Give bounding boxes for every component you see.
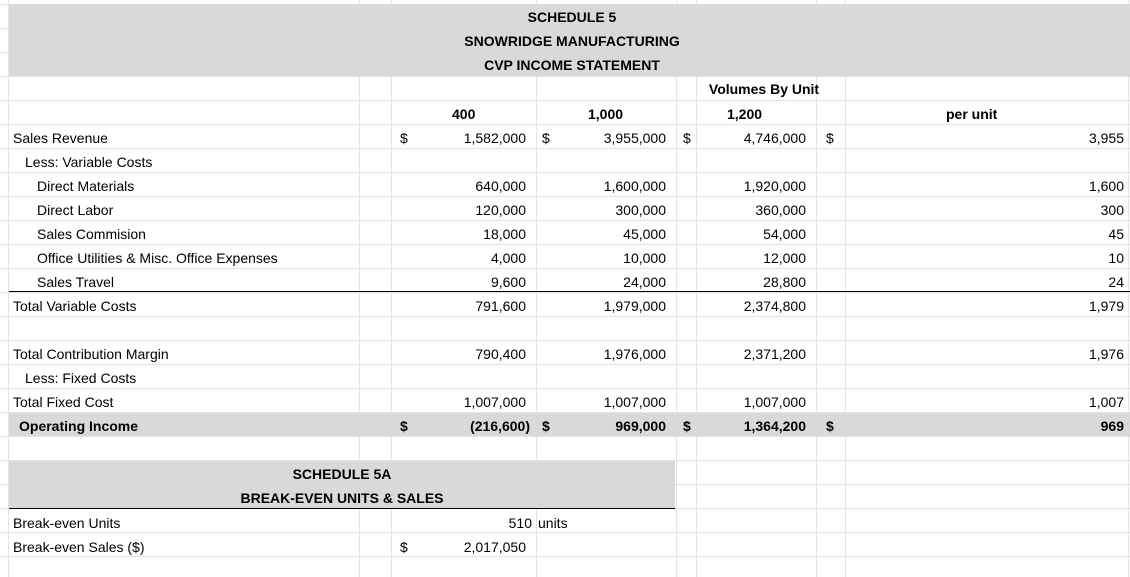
office-utilities-400: 4,000 <box>490 250 526 266</box>
operating-income-1200: 1,364,200 <box>743 418 806 434</box>
sales-revenue-1200: 4,746,000 <box>743 130 806 146</box>
direct-labor-1000: 300,000 <box>615 202 666 218</box>
direct-labor-label: Direct Labor <box>37 202 114 218</box>
sales-commission-1000: 45,000 <box>623 226 666 242</box>
currency-symbol: $ <box>542 418 550 434</box>
sales-travel-1000: 24,000 <box>623 274 666 290</box>
sales-revenue-per-unit: 3,955 <box>1088 130 1124 146</box>
direct-materials-per-unit: 1,600 <box>1088 178 1124 194</box>
direct-materials-1200: 1,920,000 <box>743 178 806 194</box>
total-fixed-1000: 1,007,000 <box>603 394 666 410</box>
company-name: SNOWRIDGE MANUFACTURING <box>464 33 680 49</box>
operating-income-400: (216,600) <box>470 418 530 434</box>
per-unit-header: per unit <box>946 106 998 122</box>
schedule-title: SCHEDULE 5 <box>527 9 617 25</box>
sales-commission-400: 18,000 <box>483 226 526 242</box>
statement-title: CVP INCOME STATEMENT <box>484 57 660 73</box>
operating-income-per-unit: 969 <box>1100 418 1124 434</box>
contribution-margin-400: 790,400 <box>475 346 526 362</box>
sales-commission-1200: 54,000 <box>763 226 806 242</box>
total-variable-label: Total Variable Costs <box>13 298 137 314</box>
breakeven-units-value: 510 <box>508 515 532 531</box>
breakeven-rule <box>9 508 675 509</box>
direct-materials-label: Direct Materials <box>37 178 135 194</box>
volumes-label: Volumes By Unit <box>708 81 820 97</box>
currency-symbol: $ <box>826 130 834 146</box>
sales-travel-per-unit: 24 <box>1108 274 1124 290</box>
total-variable-400: 791,600 <box>475 298 526 314</box>
volume-header-1000: 1,000 <box>588 106 624 122</box>
sales-travel-400: 9,600 <box>490 274 526 290</box>
breakeven-units-label: Break-even Units <box>13 515 121 531</box>
office-utilities-label: Office Utilities & Misc. Office Expenses <box>37 250 278 266</box>
direct-materials-400: 640,000 <box>475 178 526 194</box>
currency-symbol: $ <box>826 418 834 434</box>
currency-symbol: $ <box>683 130 691 146</box>
total-variable-per-unit: 1,979 <box>1088 298 1124 314</box>
breakeven-sales-value: 2,017,050 <box>463 539 526 555</box>
direct-labor-per-unit: 300 <box>1100 202 1124 218</box>
direct-labor-400: 120,000 <box>475 202 526 218</box>
office-utilities-per-unit: 10 <box>1108 250 1124 266</box>
total-fixed-label: Total Fixed Cost <box>13 394 114 410</box>
contribution-margin-label: Total Contribution Margin <box>13 346 169 362</box>
currency-symbol: $ <box>400 539 408 555</box>
sales-commission-per-unit: 45 <box>1108 226 1124 242</box>
volume-header-400: 400 <box>452 106 476 122</box>
total-variable-1200: 2,374,800 <box>743 298 806 314</box>
contribution-margin-1000: 1,976,000 <box>603 346 666 362</box>
total-fixed-1200: 1,007,000 <box>743 394 806 410</box>
direct-materials-1000: 1,600,000 <box>603 178 666 194</box>
total-fixed-400: 1,007,000 <box>463 394 526 410</box>
sales-revenue-400: 1,582,000 <box>463 130 526 146</box>
contribution-margin-per-unit: 1,976 <box>1088 346 1124 362</box>
sales-revenue-1000: 3,955,000 <box>603 130 666 146</box>
total-variable-1000: 1,979,000 <box>603 298 666 314</box>
contribution-margin-1200: 2,371,200 <box>743 346 806 362</box>
currency-symbol: $ <box>683 418 691 434</box>
office-utilities-1000: 10,000 <box>623 250 666 266</box>
breakeven-subtitle: BREAK-EVEN UNITS & SALES <box>240 490 444 506</box>
breakeven-sales-label: Break-even Sales ($) <box>13 539 145 555</box>
sales-revenue-label: Sales Revenue <box>13 130 108 146</box>
office-utilities-1200: 12,000 <box>763 250 806 266</box>
less-variable-label: Less: Variable Costs <box>25 154 153 170</box>
operating-income-label: Operating Income <box>19 418 139 434</box>
sales-commission-label: Sales Commision <box>37 226 146 242</box>
currency-symbol: $ <box>400 418 408 434</box>
breakeven-units-suffix: units <box>538 515 568 531</box>
direct-labor-1200: 360,000 <box>755 202 806 218</box>
currency-symbol: $ <box>542 130 550 146</box>
sales-travel-1200: 28,800 <box>763 274 806 290</box>
less-fixed-label: Less: Fixed Costs <box>25 370 137 386</box>
sales-travel-label: Sales Travel <box>37 274 115 290</box>
total-fixed-per-unit: 1,007 <box>1088 394 1124 410</box>
subtotal-rule <box>9 291 1130 292</box>
breakeven-title: SCHEDULE 5A <box>292 466 392 482</box>
currency-symbol: $ <box>400 130 408 146</box>
volume-header-1200: 1,200 <box>727 106 763 122</box>
operating-income-1000: 969,000 <box>615 418 666 434</box>
